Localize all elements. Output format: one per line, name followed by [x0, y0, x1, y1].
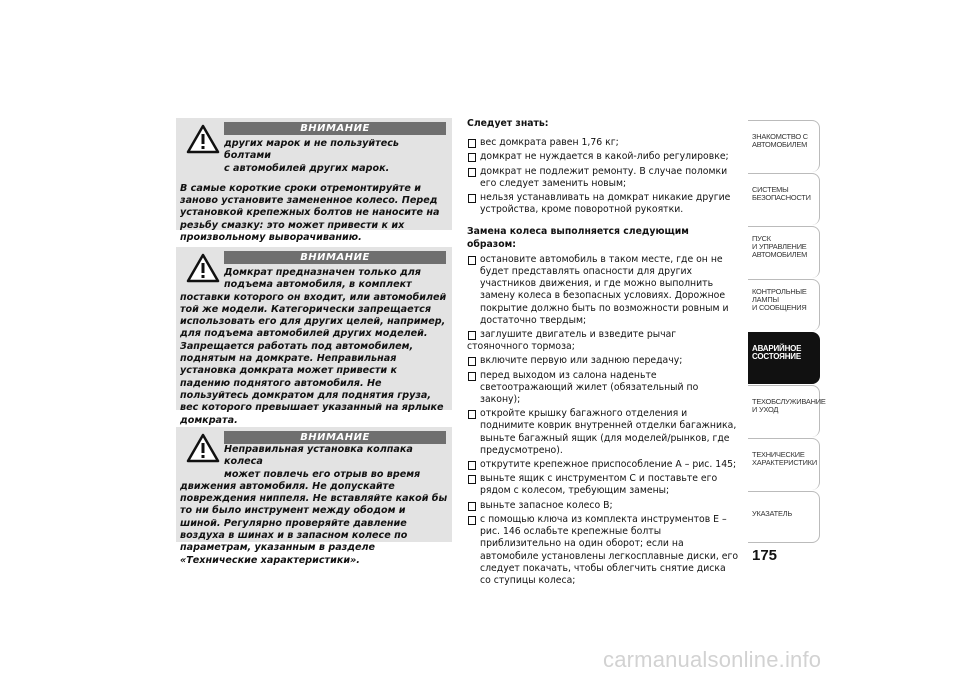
warning-line: других марок и не пользуйтесь болтами	[224, 138, 399, 162]
tab-label: И УХОД	[752, 405, 779, 415]
tab-label: АВАРИЙНОЕ	[752, 344, 802, 353]
main-text-column	[467, 118, 739, 589]
chapter-tabs	[748, 120, 826, 544]
warning-header: ВНИМАНИЕ	[224, 431, 446, 444]
tab-kontrolnye-lampy[interactable]	[748, 279, 820, 331]
warning-box-1	[176, 118, 452, 244]
tab-label: ТЕХНИЧЕСКИЕ	[752, 450, 805, 459]
warning-body: поставки которого он входит, или автомобилей той же модели. Категорически запрещается использовать его для других целей, например, для подъема автомобилей других моделей. Запрещается работать под автомобилем, поднятым на домкрате. Неправильная установка домкрата может привести к падению поднятого автомобиля. Не пользуйтесь домкратом для поднятия груза, вес которого превышает указанный на ярлыке домкрата.	[180, 291, 447, 426]
warning-box-2	[176, 247, 452, 426]
tab-avariynoe-sostoyanie[interactable]	[748, 332, 820, 384]
list-item: с помощью ключа из комплекта инструментов E – рис. 146 ослабьте крепежные болты приблизительно на один оборот; если на автомобиле установлены легкосплавные диски, его следует покачать, чтобы облегчить снятие диска со ступицы колеса;	[467, 514, 739, 587]
list-item: откройте крышку багажного отделения и поднимите коврик внутренней отделки багажника, выньте багажный ящик (для моделей/рынков, где предусмотрено).	[467, 408, 739, 457]
list-item: выньте запасное колесо B;	[467, 500, 739, 512]
tab-label: КОНТРОЛЬНЫЕ	[752, 287, 807, 296]
warning-line: может повлечь его отрыв во время	[224, 468, 421, 480]
list-item: открутите крепежное приспособление A – рис. 145;	[467, 459, 739, 471]
warning-text	[180, 138, 448, 244]
list-item: домкрат не нуждается в какой-либо регулировке;	[467, 151, 739, 163]
list-item: заглушите двигатель и взведите рычаг стояночного тормоза;	[467, 329, 739, 353]
tab-label: ТЕХОБСЛУЖИВАНИЕ	[752, 397, 826, 406]
tab-label: ПУСК	[752, 234, 771, 243]
tab-label: СОСТОЯНИЕ	[752, 352, 801, 362]
warning-header: ВНИМАНИЕ	[224, 122, 446, 135]
warning-header: ВНИМАНИЕ	[224, 251, 446, 264]
section-heading: Следует знать:	[467, 118, 549, 129]
tab-sistemy-bezopasnosti[interactable]	[748, 173, 820, 225]
list-item: вес домкрата равен 1,76 кг;	[467, 137, 739, 149]
section-heading: Замена колеса выполняется следующим образом:	[467, 226, 689, 250]
list-item: домкрат не подлежит ремонту. В случае поломки его следует заменить новым;	[467, 166, 739, 190]
warning-line: Домкрат предназначен только для	[224, 267, 421, 278]
warning-line: подъема автомобиля, в комплект	[224, 279, 412, 291]
warning-text	[180, 267, 448, 427]
list-item: нельзя устанавливать на домкрат никакие другие устройства, кроме поворотной рукоятки.	[467, 192, 739, 216]
tab-pusk[interactable]	[748, 226, 820, 278]
tab-label: И УПРАВЛЕНИЕ	[752, 242, 807, 252]
tab-tehnicheskie-harakteristiki[interactable]	[748, 438, 820, 490]
warning-line: с автомобилей других марок.	[224, 162, 390, 174]
list-item: включите первую или заднюю передачу;	[467, 355, 739, 367]
tab-label: АВТОМОБИЛЕМ	[752, 250, 808, 260]
warning-text	[180, 444, 448, 567]
warning-body: движения автомобиля. Не допускайте повреждения ниппеля. Не вставляйте какой бы то ни было инструмент между ободом и шиной. Регулярно проверяйте давление воздуха в шинах и в запасном колесе по параметрам, указанным в разделе «Технические характеристики».	[180, 480, 448, 566]
warning-line: Неправильная установка колпака колеса	[224, 444, 413, 468]
tab-label: ЛАМПЫ	[752, 295, 779, 305]
tab-label: УКАЗАТЕЛЬ	[752, 509, 793, 518]
tab-label: ХАРАКТЕРИСТИКИ	[752, 458, 817, 468]
watermark: carmanualsonline.info	[603, 647, 822, 672]
warning-body: В самые короткие сроки отремонтируйте и заново установите замененное колесо. Перед установкой крепежных болтов не наносите на резьбу смазку: это может привести к их произвольному выворачиванию.	[180, 182, 440, 244]
tab-label: БЕЗОПАСНОСТИ	[752, 193, 811, 203]
tab-label: ЗНАКОМСТВО С	[752, 132, 808, 141]
tab-label: АВТОМОБИЛЕМ	[752, 140, 808, 150]
tab-tehobsluzhivanie[interactable]	[748, 385, 826, 437]
list-item: перед выходом из салона наденьте светоотражающий жилет (обязательный по закону);	[467, 370, 739, 407]
tab-label: И СООБЩЕНИЯ	[752, 303, 807, 313]
tab-znakomstvo[interactable]	[748, 120, 820, 172]
tab-label: СИСТЕМЫ	[752, 185, 789, 194]
page-number: 175	[752, 547, 778, 564]
list-item: остановите автомобиль в таком месте, где он не будет представлять опасности для других участников движения, и где можно выполнить замену колеса в безопасных условиях. Дорожное покрытие должно быть по возможности ровным и достаточно твердым;	[467, 254, 739, 327]
warning-box-3	[176, 427, 452, 566]
tab-ukazatel[interactable]	[748, 491, 820, 543]
list-item: выньте ящик с инструментом C и поставьте его рядом с колесом, требующим замены;	[467, 473, 739, 497]
